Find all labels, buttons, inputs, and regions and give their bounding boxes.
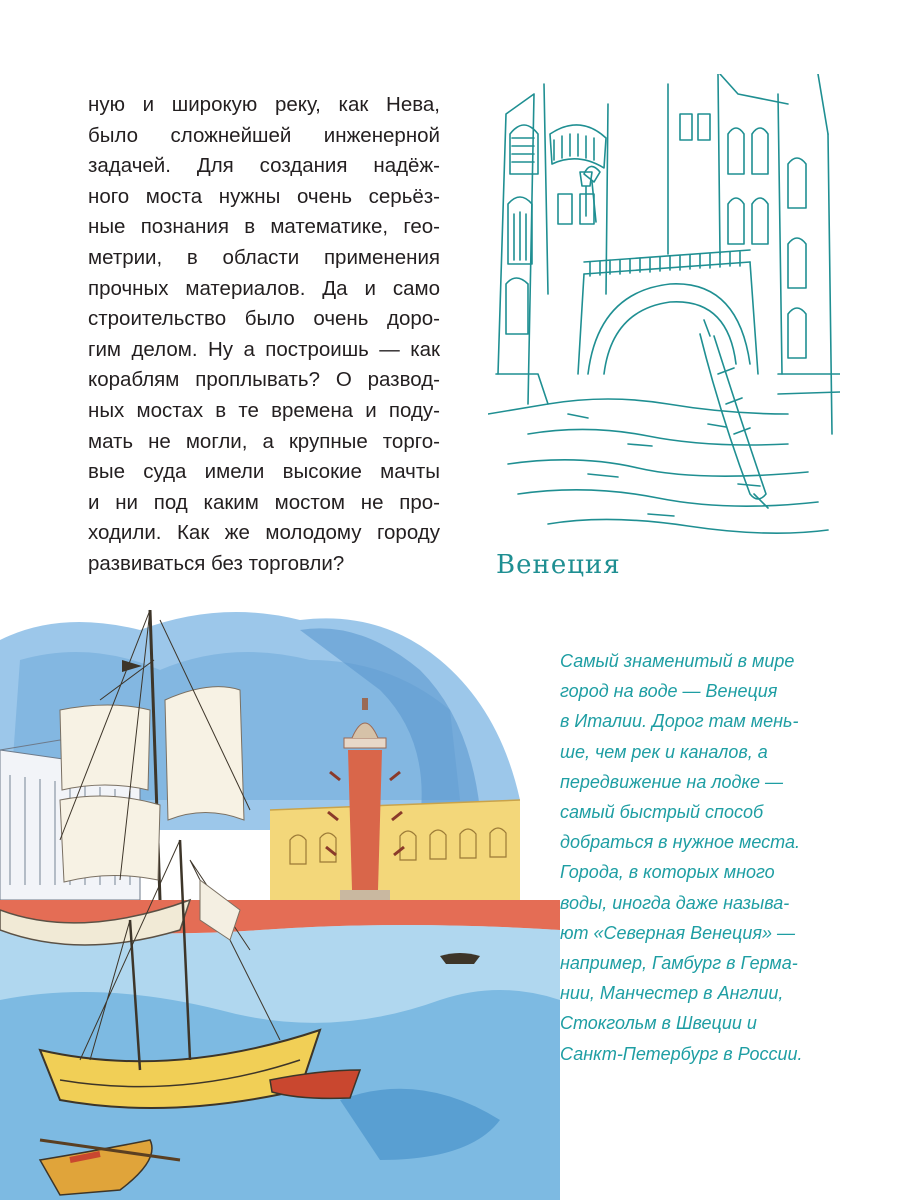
side-text-line: город на воде — Венеция	[560, 681, 778, 702]
venice-canal-sketch	[488, 74, 840, 544]
side-text-line: Санкт-Петербург в России.	[560, 1043, 803, 1064]
main-text-line: метрии, в области применения	[88, 245, 440, 269]
side-text-line: Самый знаменитый в мире	[560, 651, 795, 671]
main-text-line: задачей. Для создания надёж-	[88, 154, 440, 178]
main-text-line: вые суда имели высокие мачты	[88, 460, 440, 484]
main-text-line: кораблям проплывать? О развод-	[88, 368, 440, 392]
main-text-line: строительство было очень доро-	[88, 307, 440, 331]
distant-boat	[440, 953, 480, 964]
venice-caption: Венеция	[496, 550, 621, 580]
main-text-line: прочных материалов. Да и само	[88, 276, 440, 300]
main-text-line: гим делом. Ну а построишь — как	[88, 337, 440, 361]
side-text-line: Города, в которых много	[560, 862, 775, 883]
venice-left-building	[488, 94, 548, 414]
main-text-line: ных мостах в те времена и поду-	[88, 398, 440, 422]
side-text-line: ют «Северная Венеция» —	[560, 922, 795, 943]
main-text-line: ные познания в математике, гео-	[88, 215, 440, 239]
side-text-line: воды, иногда даже называ-	[560, 892, 790, 913]
main-text-line: ную и широкую реку, как Нева,	[88, 93, 440, 116]
side-text-line: самый быстрый способ	[560, 802, 764, 823]
main-text-line: и ни под каким мостом не про-	[88, 490, 440, 514]
main-text-line: развиваться без торговли?	[88, 551, 345, 575]
venice-water	[508, 399, 828, 533]
side-text-line: передвижение на лодке —	[560, 771, 783, 792]
venice-awning-building	[544, 84, 608, 294]
side-text-block	[560, 646, 818, 1069]
main-text-line: мать не могли, а крупные торго-	[88, 429, 440, 453]
main-text-line: ходили. Как же молодому городу	[88, 521, 440, 545]
venice-bridge	[578, 250, 758, 374]
yellow-buildings	[270, 800, 520, 900]
side-text-line: добраться в нужное места.	[560, 832, 800, 853]
main-text-line: было сложнейшей инженерной	[88, 123, 440, 147]
side-text-line: в Италии. Дорог там мень-	[560, 711, 799, 732]
harbor-illustration	[0, 600, 560, 1200]
main-text-block	[88, 90, 440, 580]
side-text-line: Стокгольм в Швеции и	[560, 1013, 757, 1034]
side-text-line: ше, чем рек и каналов, а	[560, 741, 768, 762]
side-text-line: нии, Манчестер в Англии,	[560, 983, 784, 1004]
main-text-line: ного моста нужны очень серьёз-	[88, 184, 440, 208]
side-text-line: например, Гамбург в Герма-	[560, 953, 798, 974]
